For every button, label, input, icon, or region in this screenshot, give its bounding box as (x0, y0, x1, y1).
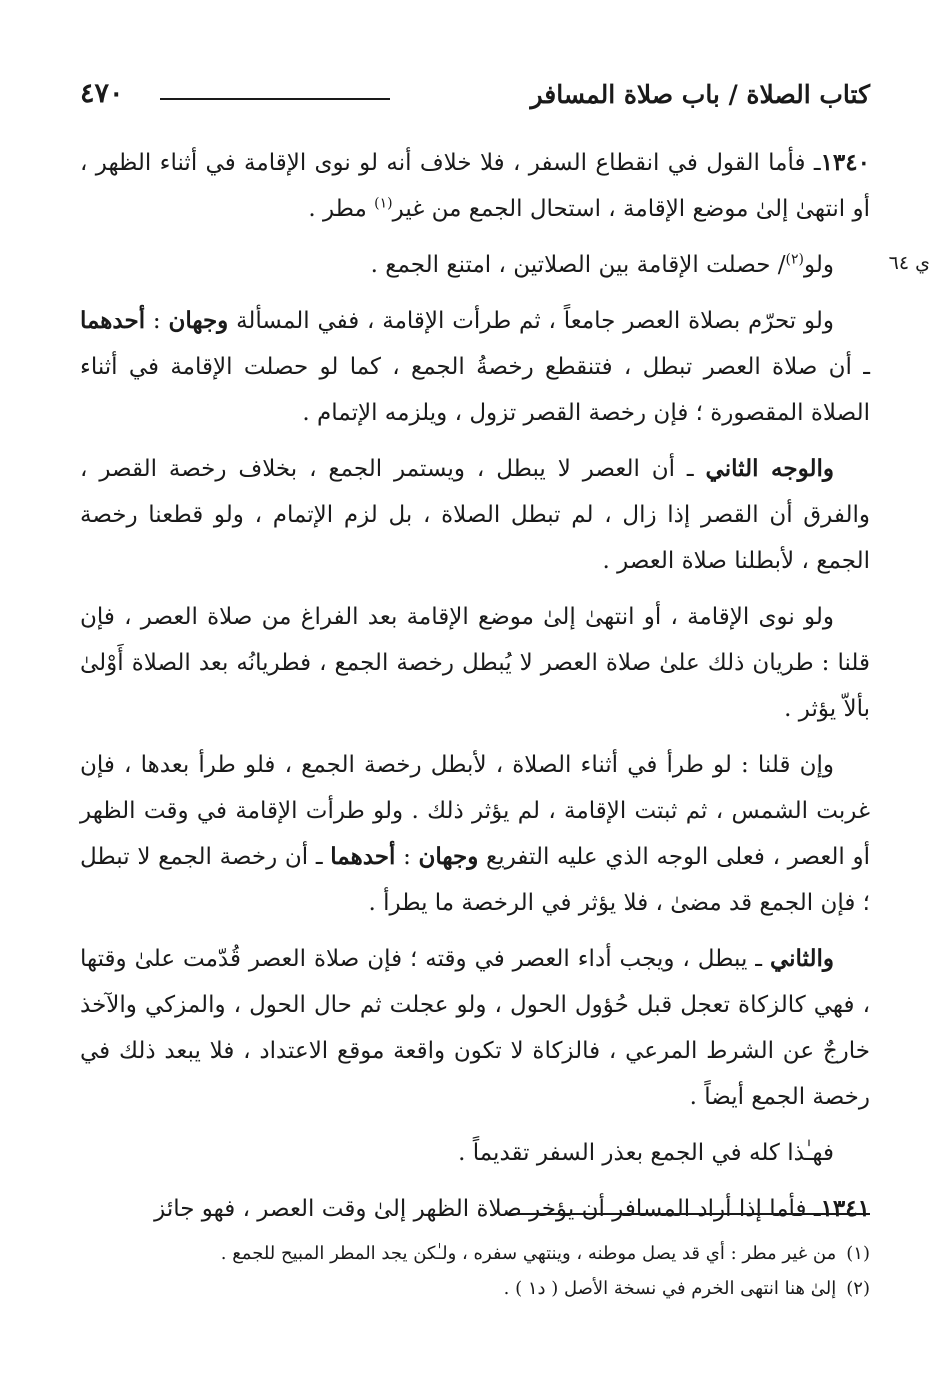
paragraph-text: ولو تحرّم بصلاة العصر جامعاً ، ثم طرأت الإقامة ، ففي المسألة (228, 308, 835, 334)
page-header (80, 78, 870, 118)
footnote-2 (80, 1271, 870, 1306)
bold-term: وجهان (418, 843, 479, 870)
paragraph-text: ـ أن صلاة العصر تبطل ، فتنقطع رخصةُ الجمع ، كما لو حصلت الإقامة في أثناء الصلاة المقصورة ؛ فإن رخصة القصر تزول ، ويلزمه الإتمام . (80, 354, 870, 426)
footnote-ref-1[interactable]: (١) (374, 195, 393, 212)
paragraph-text: : (395, 844, 419, 870)
bold-term: وجهان (168, 307, 229, 334)
footnote-text: من غير مطر : أي قد يصل موطنه ، وينتهي سفره ، ولـٰكن يجد المطر المبيح للجمع . (220, 1243, 837, 1264)
footnote-text: إلىٰ هنا انتهى الخرم في نسخة الأصل ( د١ ) . (503, 1278, 837, 1299)
body-text (80, 140, 870, 1242)
paragraph-text: : (145, 308, 169, 334)
paragraph-text: وإن قلنا : لو طرأ في أثناء الصلاة ، لأبطل رخصة الجمع ، فلو طرأ بعدها ، فإن غربت الشمس ، ثم ثبتت الإقامة ، لم يؤثر ذلك . ولو طرأت الإقامة في وقت الظهر أو العصر ، فعلى الوجه الذي عليه التفريع (80, 752, 870, 870)
footnote-number: (٢) (846, 1278, 870, 1299)
section-number: ١٣٤١ (820, 1195, 870, 1222)
paragraph-text: ـ أن العصر لا يبطل ، ويستمر الجمع ، بخلاف رخصة القصر ، والفرق أن القصر إذا زال ، لم تبطل الصلاة ، بل لزم الإتمام ، ولو قطعنا رخصة الجمع ، لأبطلنا صلاة العصر . (80, 456, 870, 574)
paragraph (80, 446, 870, 584)
footnote-rule (506, 1213, 870, 1215)
paragraph (80, 1130, 870, 1176)
paragraph-text: مطر . (308, 196, 375, 222)
bold-term: أحدهما (80, 307, 146, 334)
paragraph-text: ـ أن رخصة الجمع لا تبطل ؛ فإن الجمع قد مضىٰ ، فلا يؤثر في الرخصة ما يطرأ . (80, 844, 870, 916)
paragraph (80, 742, 870, 926)
running-title: كتاب الصلاة / باب صلاة المسافر (530, 80, 870, 109)
footnote-1 (80, 1236, 870, 1271)
paragraph-1340 (80, 140, 870, 232)
paragraph-text: ولو نوى الإقامة ، أو انتهىٰ إلىٰ موضع الإقامة بعد الفراغ من صلاة العصر ، فإن قلنا : طريان ذلك علىٰ صلاة العصر لا يُبطل رخصة الجمع ، فطريانُه بعد الصلاة أَوْلىٰ بألاّ يؤثر . (80, 604, 870, 722)
paragraph (80, 242, 870, 288)
page-number: ٤٧٠ (80, 78, 124, 109)
margin-note: ي ٦٤ (888, 252, 930, 274)
paragraph (80, 936, 870, 1120)
paragraph (80, 594, 870, 732)
paragraph (80, 298, 870, 436)
bold-term: أحدهما (330, 843, 396, 870)
header-rule (160, 98, 390, 100)
paragraph-text: ولو (804, 252, 834, 278)
paragraph-1341 (80, 1186, 870, 1232)
footnote-number: (١) (846, 1243, 870, 1264)
bold-term: والوجه الثاني (705, 455, 834, 482)
bold-term: والثاني (769, 945, 834, 972)
footnotes (80, 1236, 870, 1306)
footnote-ref-2[interactable]: (٢) (785, 251, 804, 268)
paragraph-text: / حصلت الإقامة بين الصلاتين ، امتنع الجمع . (370, 252, 786, 278)
paragraph-text: فهـٰذا كله في الجمع بعذر السفر تقديماً . (458, 1140, 834, 1166)
paragraph-text: ـ فأما القول في انقطاع السفر ، فلا خلاف أنه لو نوى الإقامة في أثناء الظهر ، أو انتهىٰ إلىٰ موضع الإقامة ، استحال الجمع من غير (80, 150, 870, 222)
paragraph-text: ـ فأما إذا أراد المسافر أن يؤخر صلاة الظهر إلىٰ وقت العصر ، فهو جائز (154, 1196, 821, 1222)
paragraph-text: ـ يبطل ، ويجب أداء العصر في وقته ؛ فإن صلاة العصر قُدّمت علىٰ وقتها ، فهي كالزكاة تعجل قبل حُؤول الحول ، ولو عجلت ثم حال الحول ، والمزكي والآخذ خارجٌ عن الشرط المرعي ، فالزكاة لا تكون واقعة موقع الاعتداد ، فلا يبعد ذلك في رخصة الجمع أيضاً . (80, 946, 870, 1110)
section-number: ١٣٤٠ (820, 149, 870, 176)
